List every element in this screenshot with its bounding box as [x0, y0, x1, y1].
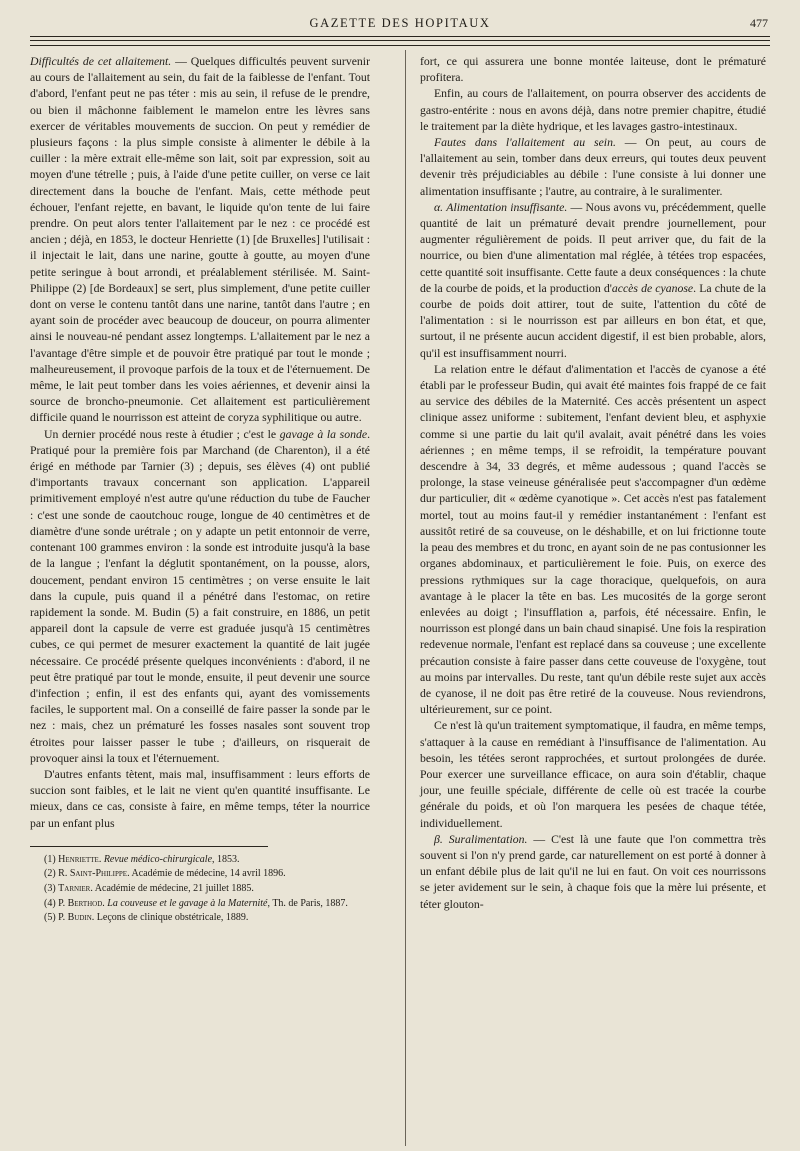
paragraph-text: — Quelques difficultés peuvent survenir au cours de l'allaitement au sein, du fait de la faiblesse de l'enfant. Tout d'abord, l'enfant peut ne pas téter : mis au sein, il refuse de le prendre, ou bien il mâchonne faiblement le mamelon entre les lèvres sans exercer de véritables mouvements de succion. On peut y remédier de plusieurs façons : la plus simple consiste à alimenter le débile à la cuiller : la mère extrait elle-même son lait, soit par expression, soit au moyen d'une tétrelle ; puis, à l'aide d'une petite cuiller, on verse ce lait directement dans la bouche de l'enfant. Mais, cette méthode peut échouer, l'enfant rejette, en bavant, le liquide qu'on tente de lui faire prendre. On peut alors tenter l'allaitement par le nez : ce procédé est ancien ; déjà, en 1853, le docteur Henriette (1) [de Bruxelles] l'utilisait : il injectait le lait, dans une narine, goutte à goutte, au moyen d'une petite seringue à bout arrondi, et préalablement stérilisée. M. Saint-Philippe (2) [de Bordeaux] se sert, plus simplement, d'une petite cuiller dont on verse le contenu tantôt dans une narine, tantôt dans l'autre ; en ayant soin de procéder avec beaucoup de douceur, on pourra alimenter ainsi le nouveau-né pendant assez longtemps. L'allaitement par le nez a l'avantage d'être simple et de pouvoir être pratiqué par tout le monde ; malheureusement, il provoque parfois de la toux et de l'éternuement. De même, le lait peut tomber dans les voies aériennes, et devenir ainsi la source de broncho-pneumonie. Cet allaitement est particulièrement difficile quand le nourrisson est atteint de coryza syphilitique ou autre. — [30, 55, 370, 425]
paragraph — [30, 427, 370, 767]
footnote-text: . Académie de médecine, 21 juillet 1885. — [90, 882, 254, 894]
paragraph-text: . La chute de la courbe de poids doit attirer, tout de suite, l'attention du côté de l'alimentation : si le nourrisson est par ailleurs en bon état, et que, surtout, il ne présente aucun accident digestif, il est bien probable, alors, qu'il est insuffisamment nourri. — [420, 281, 766, 360]
footnote-number: (4) — [44, 897, 56, 909]
footnote-number: (3) — [44, 882, 56, 894]
paragraph: Ce n'est là qu'un traitement symptomatique, il faudra, en même temps, s'attaquer à la cause en remédiant à l'insuffisance de l'alimentation. Au besoin, les tétées seront rapprochées, et surtout prolongées de durée. Pour exercer une surveillance efficace, on aura soin d'établir, chaque jour, une feuille spéciale, différente de celle où est tracée la courbe générale du poids, et où l'on marquera les pesées de chaque tétée, individuellement. — [420, 719, 766, 830]
footnote-author: Henriette — [58, 853, 99, 865]
footnote-number: (5) — [44, 912, 56, 924]
paragraph-text: . Pratiqué pour la première fois par Marchand (de Charenton), il a été érigé en méthode par Tarnier (3) ; depuis, ses élèves (4) ont publié d'importants travaux concernant son application. L'appareil primitivement employé n'est autre qu'une réduction du tube de Faucher : c'est une sonde de caoutchouc rouge, longue de 40 centimètres et de diamètre d'une sonde urétrale ; on y adapte un petit entonnoir de verre, contenant 100 grammes environ : la sonde est introduite jusqu'à la base de la langue ; l'enfant la déglutit spontanément, on la pousse, alors, doucement, pendant environ 15 centimètres ; on verse ensuite le lait dans la cupule, puis quand il a pénétré dans l'estomac, on retire rapidement la sonde. M. Budin (5) a fait construire, en 1886, un petit appareil dont la capsule de verre est graduée jusqu'à 15 centimètres cubes, ce qui permet de mesurer exactement la quantité de lait jugée nécessaire. Ce procédé présente quelques inconvénients : d'abord, il ne peut être pratiqué par tout le monde, ensuite, il peut devenir une source d'infection ; enfin, il est des enfants qui, ayant des vomissements faciles, le supportent mal. On a conseillé de faire passer la sonde par le nez : mais, chez un prématuré les fosses nasales sont souvent trop étroites pour laisser passer le tube ; d'ailleurs, on risquerait de provoquer ainsi la toux et l'éternuement. — [30, 427, 370, 765]
footnote-text: . Leçons de clinique obstétricale, 1889. — [91, 912, 249, 924]
footnote — [30, 882, 370, 897]
header-rule — [30, 45, 770, 46]
left-column — [30, 54, 370, 926]
paragraph-text: — Nous avons vu, précédemment, quelle quantité de lait un prématuré devait prendre journellement, pour augmenter régulièrement de poids. Il peut arriver que, du fait de la nourrice, ou bien d'une alimentation mal réglée, à tétées trop espacées, cette quantité soit insuffisante. Cette faute a deux conséquences : la chute de la courbe de poids, et la production d' — [420, 200, 766, 295]
footnote-text: . Académie de médecine, 14 avril 1896. — [127, 868, 286, 880]
footnote-author: R. Saint-Philippe — [58, 868, 128, 880]
section-heading: β. Suralimentation. — [434, 832, 528, 846]
column-divider — [405, 50, 406, 1146]
footnote: (4) P. Berthod. La couveuse et le gavage à la Maternité, Th. de Paris, 1887. — [44, 897, 348, 909]
footnote-author: P. Budin — [58, 912, 92, 924]
paragraph-text: Un dernier procédé nous reste à étudier ; c'est le — [44, 427, 280, 441]
paragraph: La relation entre le défaut d'alimentation et l'accès de cyanose a été établi par le professeur Budin, qui avait été maintes fois frappé de ce fait au service des débiles de la Maternité. Ces accès présentent un aspect clinique assez uniforme : subitement, l'enfant devient bleu, et asphyxie comme si une partie du lait qu'il avalait, avait pénétré dans les voies aériennes ; en même temps, il se refroidit, la température pouvant descendre à 34, 33 degrés, et même audessous ; quand l'accès se prolonge, la stase veineuse généralisée peut s'accompagner d'un œdème dur particulier, dit « œdème cyanotique ». Cet accès n'est pas fatalement mortel, tout au moins faut-il y remédier instantanément : l'enfant est aussitôt retiré de sa couveuse, on le déshabille, et on lui frictionne toute la peau des membres et du tronc, en ayant soin de ne pas contusionner les organes abdominaux, et particulièrement le foie. Puis, on exerce des pressions rythmiques sur la cage thoracique, quelquefois, on aura avantage à le placer la tête en bas. Les mucosités de la gorge seront enlevées au doigt ; l'insufflation a, parfois, été nécessaire. Enfin, le nourrisson est plongé dans un bain chaud sinapisé. Une fois la respiration redevenue normale, l'enfant est replacé dans sa couveuse ; une excellente précaution consiste à faire passer dans cette couveuse de l'oxygène, tout au moins par intervalles. Du reste, tant qu'un débile reste sujet aux accès de cyanose, il ne doit pas être retiré de la couveuse. Nous reviendrons, ultérieurement, sur ce point. — [420, 362, 766, 717]
paragraph — [420, 832, 766, 913]
paragraph: D'autres enfants tètent, mais mal, insuffisamment : leurs efforts de succion sont faibles, et le lait ne vient qu'en quantité insuffisante. Le mieux, dans ce cas, consiste à faire, en même temps, téter la nourrice par un enfant plus — [30, 767, 370, 830]
paragraph — [420, 200, 766, 362]
page-number: 477 — [750, 16, 768, 30]
footnote-number: (1) — [44, 853, 56, 865]
footnote-author: P. Berthod — [58, 897, 103, 909]
footnote-author: Tarnier — [58, 882, 91, 894]
paragraph: fort, ce qui assurera une bonne montée laiteuse, dont le prématuré profitera. — [420, 55, 766, 85]
footnote — [30, 867, 370, 882]
right-column — [420, 54, 766, 913]
footnote-rule — [30, 846, 268, 847]
header-rule — [30, 40, 770, 41]
footnote-title: Revue médico-chirurgicale — [103, 853, 213, 865]
header-rule — [30, 36, 770, 37]
section-heading: Difficultés de cet allaitement. — [30, 55, 172, 68]
footnote-number: (2) — [44, 868, 56, 880]
emphasis: gavage à la sonde — [279, 427, 368, 441]
footnote-text: , Th. de Paris, 1887. — [267, 897, 348, 909]
emphasis: accès de cyanose — [611, 281, 694, 295]
paragraph — [30, 54, 370, 427]
paragraph — [420, 135, 766, 200]
footnote — [30, 911, 370, 926]
footnote: (1) Henriette. Revue médico-chirurgicale, 1853. — [44, 853, 240, 865]
section-heading: α. Alimentation insuffisante. — [434, 200, 568, 214]
section-heading: Fautes dans l'allaitement au sein. — [434, 136, 616, 150]
paragraph-text: — On peut, au cours de l'allaitement au sein, tomber dans deux erreurs, qui toutes deux peuvent devenir très préjudiciables au débile : l'une consiste à lui donner une alimentation insuffisante ; l'autre, au contraire, à le suralimenter. — [420, 136, 766, 198]
paragraph-text: — C'est là une faute que l'on commettra très souvent si l'on n'y prend garde, car naturellement on est porté à donner à un enfant débile plus de lait qu'il ne lui en faut. On voit ces nourrissons se jeter avidement sur le sein, à chaque fois que la mère lui présente, et téter glouton- — [420, 832, 766, 911]
running-header — [30, 12, 770, 36]
journal-title: GAZETTE DES HOPITAUX — [309, 16, 491, 30]
paragraph: Enfin, au cours de l'allaitement, on pourra observer des accidents de gastro-entérite : nous en avons déjà, dans notre premier chapitre, étudié le traitement par la diète hydrique, et les lavages gastro-intestinaux. — [420, 87, 766, 133]
footnote-text: , 1853. — [212, 853, 240, 865]
footnote-title: La couveuse et le gavage à la Maternité — [107, 897, 268, 909]
